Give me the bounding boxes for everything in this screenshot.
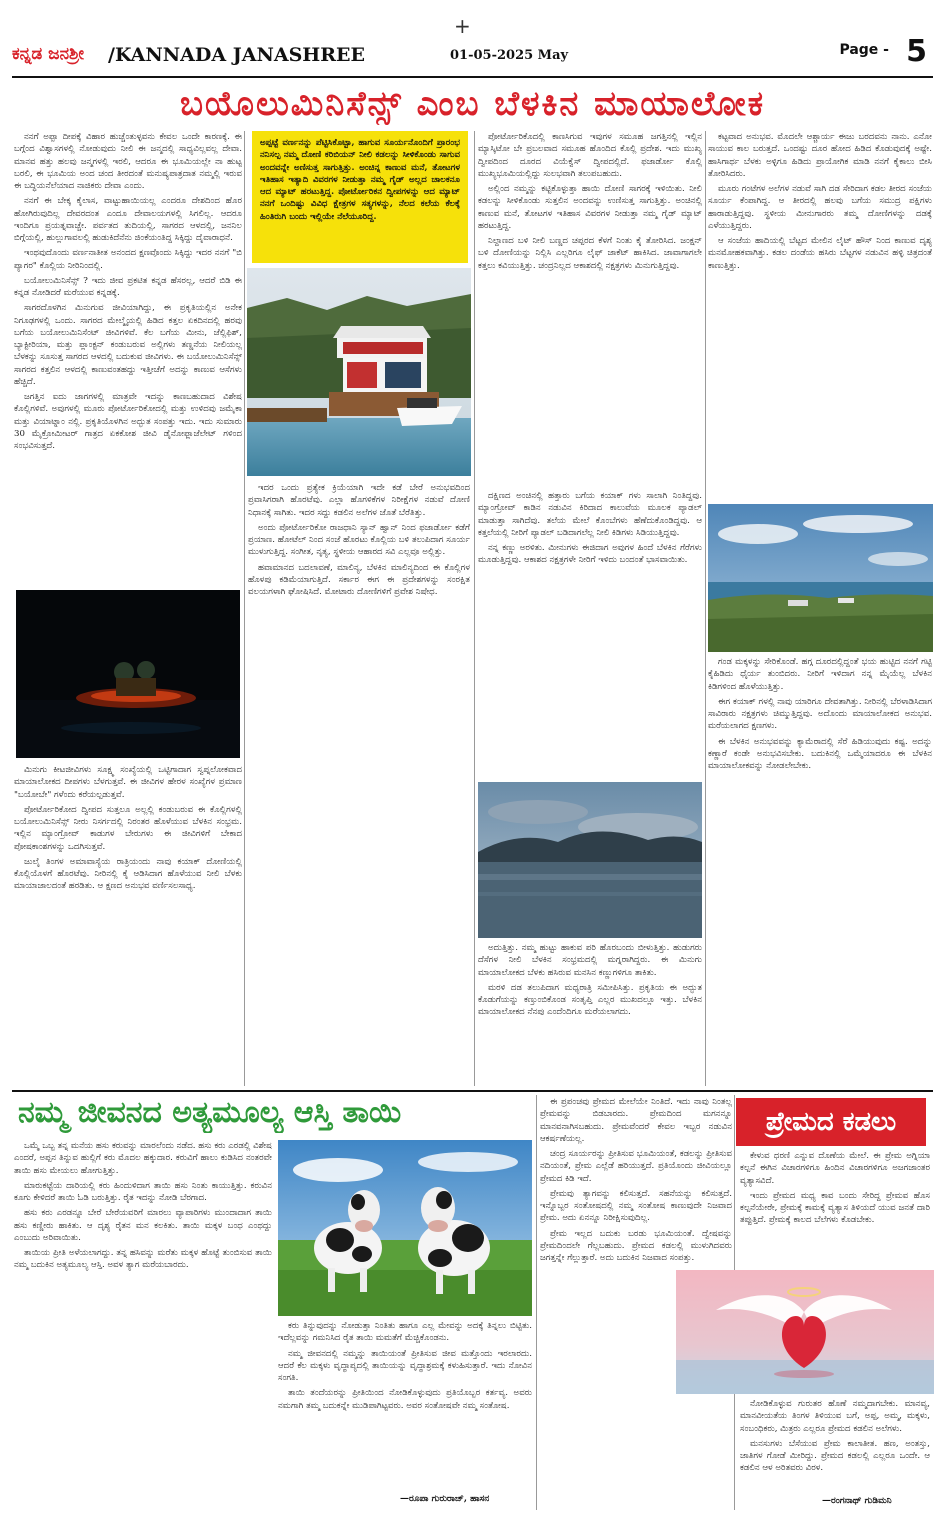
column-rule [536,1095,537,1510]
paragraph: ಅದುತ್ತಿತ್ತು. ನಮ್ಮ ಹುಟ್ಟು ಹಾಕುವ ಪರಿ ಹೊರಬಂದು ಬೀಳುತ್ತಿತ್ತು. ಹುಡುಗರು ದೆಸೆಗಳ ನೀಲಿ ಬೆಳಕಿನ ಸಂಭ್ರಮದಲ್ಲಿ ಮಗ್ನರಾಗಿದ್ದರು. ಈ ಮಿನುಗು ಮಾಯಾಲೋಕದ ಬೆಳಕು ಹಸಿರುವ ಮನಸಿನ ಕಣ್ಣುಗಳಿಗೂ ತಾಕಿತು. [478,943,702,978]
paragraph: ಚಂದ್ರ ಸೂರ್ಯರನ್ನು ಪ್ರೀತಿಸುವ ಭೂಮಿಯಂತೆ, ಕಡಲನ್ನು ಪ್ರೀತಿಸುವ ನದಿಯಂತೆ, ಪ್ರೇಮ ಎಲ್ಲೆಡೆ ಹರಿಯುತ್ತದೆ. ಪ್ರತಿಯೊಂದು ಜೀವಿಯಲ್ಲೂ ಪ್ರೇಮದ ಕಿಡಿ ಇದೆ. [540,1149,732,1184]
paragraph: ಮೂರು ಗಂಟೆಗಳ ಅಲೆಗಳ ನಡುವೆ ಸಾಗಿ ದಡ ಸೇರಿದಾಗ ಕಡಲ ತೀರದ ಸಂಜೆಯ ಸೂರ್ಯ ಕೆಂಪಾಗಿದ್ದ. ಆ ತೀರದಲ್ಲಿ ಹಲವು ಬಗೆಯ ಸಮುದ್ರ ಪಕ್ಷಿಗಳು ಹಾರಾಡುತ್ತಿದ್ದವು. ಸ್ಥಳೀಯ ಮೀನುಗಾರರು ತಮ್ಮ ದೋಣಿಗಳನ್ನು ದಡಕ್ಕೆ ಎಳೆಯುತ್ತಿದ್ದರು. [708,184,932,231]
page-label: Page - [839,42,889,58]
paragraph: ಪ್ರೇಮವು ತ್ಯಾಗವನ್ನು ಕಲಿಸುತ್ತದೆ. ಸಹನೆಯನ್ನು ಕಲಿಸುತ್ತದೆ. ಇನ್ನೊಬ್ಬರ ಸಂತೋಷದಲ್ಲಿ ನಮ್ಮ ಸಂತೋಷ ಕಾಣುವುದೇ ನಿಜವಾದ ಪ್ರೇಮ. ಅದು ಏನನ್ನೂ ನಿರೀಕ್ಷಿಸುವುದಿಲ್ಲ. [540,1188,732,1224]
article-col1-bottom [14,764,242,1086]
paragraph: ಹಸು ಕರು ಎರಡನ್ನೂ ಬೇರೆ ಬೇರೆಯವರಿಗೆ ಮಾರಲು ವ್ಯಾಪಾರಿಗಳು ಮುಂದಾದಾಗ ತಾಯಿ ಹಸು ಕಣ್ಣೀರು ಹಾಕಿತು. ಆ ದೃಶ್ಯ ರೈತನ ಮನ ಕಲಕಿತು. ತಾಯಿ ಮಕ್ಕಳ ಬಂಧ ಎಂಥದ್ದು ಎಂಬುದು ಅರಿವಾಯಿತು. [14,1208,272,1243]
night-kayak-photo [16,590,240,758]
section-rule [12,1090,933,1092]
paragraph: ತಾಯಿ ತಂದೆಯರನ್ನು ಪ್ರೀತಿಯಿಂದ ನೋಡಿಕೊಳ್ಳುವುದು ಪ್ರತಿಯೊಬ್ಬರ ಕರ್ತವ್ಯ. ಅವರು ನಮಗಾಗಿ ತಮ್ಮ ಬದುಕನ್ನೇ ಮುಡಿಪಾಗಿಟ್ಟವರು. ಅವರ ಸಂತೋಷವೇ ನಮ್ಮ ಸಂತೋಷ. [278,1388,532,1411]
paragraph: ದಕ್ಷಿಣದ ಅಂಚಿನಲ್ಲಿ ಹತ್ತಾರು ಬಗೆಯ ಕಯಾಕ್ ಗಳು ಸಾಲಾಗಿ ನಿಂತಿದ್ದವು. ಮ್ಯಾಂಗ್ರೋವ್ ಕಾಡಿನ ನಡುವಿನ ಕಿರಿದಾದ ಕಾಲುವೆಯ ಮೂಲಕ ಪ್ಯಾಡಲ್ ಮಾಡುತ್ತಾ ಸಾಗಿದೆವು. ತಲೆಯ ಮೇಲೆ ಕೊಂಬೆಗಳು ಹೆಣೆದುಕೊಂಡಿದ್ದವು. ಆ ಕತ್ತಲೆಯಲ್ಲಿ ನೀರಿಗೆ ಪ್ಯಾಡಲ್ ಬಡಿದಾಗಲೆಲ್ಲ ನೀಲಿ ಕಿಡಿಗಳು ಸಿಡಿಯುತ್ತಿದ್ದವು. [478,491,702,538]
paragraph: ನನಗೆ ಈ ಬೇಕ್ಕ ಕೈಲಾಸ, ವಾಟ್ಟುಹಾಯಿಯಲ್ಲ ಎಂದರೂ ದೇಶದಿಂದ ಹೊರ ಹೋಗಿರುವುದಿಲ್ಲ ದೇವರದಂತ ಎಂದೂ ದೇವಾಲಯಗಳಲ್ಲಿ ಸಿಗಲಿಲ್ಲ. ಆದರೂ ಇಂದಿಗೂ ಪ್ರಯತ್ನವಾಚ್ಚೇ. ಪರ್ವತದ ತುದಿಯಲ್ಲಿ, ಸಾಗರದ ಆಳದಲ್ಲಿ, ಜನನಿಲ ಬಿಗ್ಗೆಯಲ್ಲಿ, ಹುಲ್ಲುಗಾವಲಲ್ಲಿ ಹುಡುಕಿದೆನೆನು ಜಿಂಕೆಯಂತಿದ್ದ ಸಿಕ್ಕಿದ್ದು ದೈವಾರಾಧನೆ. [14,196,242,243]
paragraph: ಜುಲೈ ತಿಂಗಳ ಅಮಾವಾಸ್ಯೆಯ ರಾತ್ರಿಯಂದು ನಾವು ಕಯಾಕ್ ದೋಣಿಯಲ್ಲಿ ಕೊಲ್ಲಿಯೊಳಗೆ ಹೊರಟೆವು. ನೀರಿನಲ್ಲಿ ಕೈ ಆಡಿಸಿದಾಗ ಹೊಳೆಯುವ ನೀಲಿ ಬೆಳಕು ಮಾಯಾಜಾಲದಂತೆ ಹರಡಿತು. ಆ ಕ್ಷಣದ ಅನುಭವ ವರ್ಣಿಸಲಸಾಧ್ಯ. [14,856,242,892]
winged-heart-photo [676,1270,934,1394]
masthead-rule [12,76,933,78]
paragraph: ಆ ಸಂಜೆಯ ಹಾದಿಯಲ್ಲಿ ಬೆಟ್ಟದ ಮೇಲಿನ ಲೈಟ್ ಹೌಸ್ ನಿಂದ ಕಾಣುವ ದೃಶ್ಯ ಮನಮೋಹಕವಾಗಿತ್ತು. ಕಡಲ ದಂಡೆಯ ಹಸಿರು ಬೆಟ್ಟಗಳ ನಡುವಿನ ಹಳ್ಳಿ ಚಿತ್ರದಂತೆ ಕಾಣುತ್ತಿತ್ತು. [708,236,932,271]
article-col4-mid [708,656,932,1086]
paragraph: ಹವಾಮಾನದ ಬದಲಾವಣೆ, ಮಾಲಿನ್ಯ, ಬೆಳಕಿನ ಮಾಲಿನ್ಯದಿಂದ ಈ ಕೊಲ್ಲಿಗಳ ಹೊಳಪು ಕಡಿಮೆಯಾಗುತ್ತಿದೆ. ಸರ್ಕಾರ ಈಗ ಈ ಪ್ರದೇಶಗಳನ್ನು ಸಂರಕ್ಷಿತ ವಲಯಗಳಾಗಿ ಘೋಷಿಸಿದೆ. ಮೋಟಾರು ದೋಣಿಗಳಿಗೆ ಪ್ರವೇಶ ನಿಷೇಧ. [248,562,470,597]
paragraph: ನನಗೆ ಅಪ್ಪಾ ದೀಪಕ್ಕೆ ವಿಹಾರ ಹುಚ್ಚೆಂತುಳ್ಳವನು ಕೇವಲ ಒಂದೇ ಕಾರಣಕ್ಕೆ. ಈ ಬಗ್ಗೆಂದ ವಿಶ್ವಾಸಗಳಲ್ಲಿ ನೋಡುವುದು ನೀಲಿ ಈ ಜನ್ಮದಲ್ಲಿ ಸಾಧ್ಯವಿಲ್ಲವಲ್ಲ ದೇವಾ. ಮಾನವ ಹತ್ತು ಹಲವು ಜನ್ಮಗಳಲ್ಲಿ ಇರಲಿ, ಆದರೂ ಈ ಭೂಮಿಯಲ್ಲೇ ನಾ ಹುಟ್ಟ ಬರಲಿ, ಈ ಭೂಮಿಯ ಅಂದ ಚಂದ ತೀರದಂತೆ ಮನುಷ್ಯಪಾತ್ರದಾತ ನಮ್ಮಲ್ಲಿ ಇರುವ ಈ ಬದ್ಧಿಯನೆಲೆಯಾದ ನಾಜಿಕರು ದೇವಾ ಎಂದು. [14,132,242,191]
column-rule [244,131,245,1086]
page-number: 5 [906,34,927,69]
boathouse-photo [247,268,471,476]
article4-byline: —ರಂಗನಾಥ್ ಗುಡಿಮನಿ [822,1496,892,1506]
article-col3-mid [478,490,702,780]
article4-col-bottom [740,1398,930,1494]
article4-col-top [740,1150,930,1268]
lake-dusk-photo [478,782,702,938]
paragraph: ಮಾರುಕಟ್ಟೆಯ ದಾರಿಯಲ್ಲಿ ಕರು ಹಿಂದುಳಿದಾಗ ತಾಯಿ ಹಸು ನಿಂತು ಕಾಯುತ್ತಿತ್ತು. ಕರುವಿನ ಕೂಗು ಕೇಳಿದರೆ ತಾಯಿ ಓಡಿ ಬರುತ್ತಿತ್ತು. ರೈತ ಇದನ್ನು ನೋಡಿ ಬೆರಗಾದ. [14,1180,272,1203]
paragraph: ಇಂದು ಪ್ರೇಮದ ಮಧ್ಯ ಕಾವ ಬಂದು ಸೇರಿದ್ದ ಪ್ರೇಮವ ಹೊಸ ಕಲ್ಪನೆಯೇರೇ, ಪ್ರೇಮಕ್ಕೆ ಕಾಮಕ್ಕೆ ವ್ಯತ್ಯಾಸ ತಿಳಿಯದೆ ಯುವ ಜನತೆ ದಾರಿ ತಪ್ಪುತ್ತಿದೆ. ಪ್ರೇಮಕ್ಕೆ ಕಾಲದ ಬೆಲೆಗಳು ಕೊಡಬೇಕು. [740,1190,930,1226]
paragraph: ಕೇಳುವ ಧರಣಿ ಎನ್ನುವ ದೊಣೆಯ ಮೇಲೆ. ಈ ಪ್ರೇಮ ಅಗ್ನಿಯಾ ಕಲ್ಪನೆ ಈಗಿನ ವಿಚಾರಗಳಿಗೂ ಹಿಂದಿನ ವಿಚಾರಗಳಿಗೂ ಅಜಗಜಾಂತರ ವ್ಯತ್ಯಾಸವಿದೆ. [740,1151,930,1186]
paragraph: ಇಂಥವುದೊಂದು ವರ್ಣನಾತೀತ ಅನಂದದ ಕ್ಷಣವೊಂದು ಸಿಕ್ಕಿದ್ದು ಇದರ ನನಗೆ "ಬಿ ಪ್ಯಾಗರ" ಕೊಲ್ಲಿಯ ನೀರಿನಿಂದಲ್ಲಿ. [14,248,242,271]
paragraph: ಇದರ ಒಂದು ಪ್ರತ್ಯೇಕ ಕ್ರಿಯೆಯಾಗಿ ಇದೇ ಕಡೆ ಬೇರೆ ಅನುಭವದಿಂದ ಪ್ರವಾಸಿಗರಾಗಿ ಹೊರಟೆವು. ಎಲ್ಲಾ ಹೊಗಳಿಕೆಗಳ ನಿರೀಕ್ಷೆಗಳ ನಡುವೆ ದೋಣಿ ನಿಧಾನಕ್ಕೆ ಸಾಗಿತು. ಇದರ ಸದ್ದು ಕಡಲಿನ ಅಲೆಗಳ ಜೊತೆ ಬೆರೆತಿತ್ತು. [248,483,470,518]
article4-headline: ಪ್ರೇಮದ ಕಡಲು [736,1098,926,1146]
main-headline: ಬಯೊಲುಮಿನಿಸೆನ್ಸ್ ಎಂಬ ಬೆಳಕಿನ ಮಾಯಾಲೋಕ [179,84,766,124]
article2-col2 [278,1320,532,1490]
crop-mark-icon: + [454,14,471,38]
article2-headline: ನಮ್ಮ ಜೀವನದ ಅತ್ಯಮೂಲ್ಯ ಆಸ್ತಿ ತಾಯಿ [18,1095,402,1130]
paragraph: ಜಗತ್ತಿನ ಐದು ಜಾಗಗಳಲ್ಲಿ ಮಾತ್ರವೇ ಇದನ್ನು ಕಾಣಬಹುದಾದ ವಿಶೇಷ ಕೊಲ್ಲಿಗಳಿವೆ. ಅವುಗಳಲ್ಲಿ ಮೂರು ಪೋರ್ಟೋರಿಕೋದಲ್ಲಿ ಮತ್ತು ಉಳಿದವು ಜಮೈಕಾ ಮತ್ತು ವಿಯಾಟ್ನಾಂ ನಲ್ಲಿ. ಪ್ರಕೃತಿಯೊಳಗಿನ ಅದ್ಭುತ ಸಂಪತ್ತು ಇದು. ಇದು ಸುಮಾರು 30 ಮೈಕ್ರೋಮೀಟರ್ ಗಾತ್ರದ ಏಕಕೋಶ ಜೀವಿ ಡೈನೋಫ್ಲಾಜೆಲೇಟ್ ಗಳಿಂದ ಸಂಭವಿಸುತ್ತದೆ. [14,392,242,451]
paragraph: ನಮ್ಮ ಜೀವನದಲ್ಲಿ ನಮ್ಮನ್ನು ತಾಯಿಯಂತೆ ಪ್ರೀತಿಸುವ ಜೀವ ಮತ್ತೊಂದು ಇರಲಾರದು. ಆದರೆ ಕೆಲ ಮಕ್ಕಳು ವೃದ್ಧಾಪ್ಯದಲ್ಲಿ ತಾಯಿಯನ್ನು ವೃದ್ಧಾಶ್ರಮಕ್ಕೆ ಕಳುಹಿಸುತ್ತಾರೆ. ಇದು ನೋವಿನ ಸಂಗತಿ. [278,1348,532,1383]
cows-photo [278,1140,532,1316]
paragraph: ಕರು ತಿನ್ನುವುದನ್ನು ನೋಡುತ್ತಾ ನಿಂತಿತು ಹಾಗೂ ಎಲ್ಲ ಮೇವನ್ನು ಅದಕ್ಕೆ ತಿನ್ನಲು ಬಿಟ್ಟಿತು. ಇದೆಲ್ಲವನ್ನು ಗಮನಿಸಿದ ರೈತ ತಾಯಿ ಮಮತೆಗೆ ಮೆಚ್ಚಿಕೊಂಡನು. [278,1321,532,1344]
paragraph: ಈ ಬೆಳಕಿನ ಅನುಭವವನ್ನು ಕ್ಯಾಮೆರಾದಲ್ಲಿ ಸೆರೆ ಹಿಡಿಯುವುದು ಕಷ್ಟ. ಅದನ್ನು ಕಣ್ಣಾರೆ ಕಂಡೇ ಅನುಭವಿಸಬೇಕು. ಬದುಕಿನಲ್ಲಿ ಒಮ್ಮೆಯಾದರೂ ಈ ಬೆಳಕಿನ ಮಾಯಾಲೋಕವನ್ನು ನೋಡಲೇಬೇಕು. [708,736,932,771]
column-rule [705,131,706,1086]
article-col4-top [708,131,932,501]
paragraph: ಅಂದು ಪೋರ್ಟೋರಿಕೋ ರಾಜಧಾನಿ ಸ್ಯಾನ್ ಹ್ವಾನ್ ನಿಂದ ಫಜಾರ್ಡೋ ಕಡೆಗೆ ಪ್ರಯಾಣ. ಹೋಟೆಲ್ ನಿಂದ ಸಂಜೆ ಹೊರಟು ಕೊಲ್ಲಿಯ ಬಳಿ ತಲುಪಿದಾಗ ಸೂರ್ಯ ಮುಳುಗುತ್ತಿದ್ದ. ಸಂಗೀತ, ನೃತ್ಯ, ಸ್ಥಳೀಯ ಆಹಾರದ ಸವಿ ಎಲ್ಲವೂ ಅಲ್ಲಿತ್ತು. [248,522,470,558]
brand-english: /KANNADA JANASHREE [108,44,366,66]
paragraph: ಗಂಡ ಮಕ್ಕಳನ್ನು ಸೇರಿಕೊಂಡೆ. ಹಗ್ಗ ದೂರದಲ್ಲಿದ್ದಂತೆ ಭಯ ಹುಟ್ಟಿದ ನನಗೆ ಗಟ್ಟಿ ಕೈಹಿಡಿದು ಧೈರ್ಯ ತುಂಬಿದರು. ನೀರಿಗೆ ಇಳಿದಾಗ ನನ್ನ ಮೈಯೆಲ್ಲ ಬೆಳಕಿನ ಕಿಡಿಗಳಿಂದ ಹೊಳೆಯುತ್ತಿತ್ತು. [708,657,932,692]
paragraph: ನನ್ನ ಕಣ್ಣು ಅರಳಿತು. ಮೀನುಗಳು ಈಜಿದಾಗ ಅವುಗಳ ಹಿಂದೆ ಬೆಳಕಿನ ಗೆರೆಗಳು ಮೂಡುತ್ತಿದ್ದವು. ಆಕಾಶದ ನಕ್ಷತ್ರಗಳೇ ನೀರಿಗೆ ಇಳಿದು ಬಂದಂತೆ ಭಾಸವಾಯಿತು. [478,543,702,566]
article-col1-top [14,131,242,585]
article2-byline: —ರೂಪಾ ಗುರುರಾಜ್, ಹಾಸನ [400,1494,490,1504]
article-col3-bottom [478,942,702,1086]
paragraph: ಈಗ ಕಯಾಕ್ ಗಳಲ್ಲಿ ನಾವು ಯಾರಿಗೂ ದೇವತಾಗಿತ್ತು. ನೀರಿನಲ್ಲಿ ಬೆರಳಾಡಿಸಿದಾಗ ಸಾವಿರಾರು ನಕ್ಷತ್ರಗಳು ಚಿಮ್ಮುತ್ತಿದ್ದವು. ಅದೊಂದು ಮಾಯಾಲೋಕದ ಅನುಭವ. ಮರೆಯಲಾಗದ ಕ್ಷಣಗಳು. [708,696,932,732]
highlight-box: ಅಪ್ಪಟ್ಟೆ ವರ್ಣನನ್ನು ಪೆಟ್ಟಿಸಿಕೊಟ್ಟಾ, ಹಾಗುವ ಸೂರ್ಯನೊಂದಿಗೆ ಪ್ರಾರಂಭ ನನಿಸಲ್ಪ ನಮ್ಮ ದೋಣಿ ಕರಿಬಿಯನ್ ನೀಲಿ ಕಡಲನ್ನು ಸೀಳಿಕೊಂಡು ಸಾಗುವ ಅಂದವನ್ನೇ ಅಣಿಸುತ್ತ ಸಾಗುತ್ತಿತ್ತು. ಅಂಚಿನ್ನ ಕಾಣುವ ಮನೆ, ತೋಟಗಳ ಇತಿಹಾಸ ಇತ್ಯಾದಿ ವಿವರಗಳ ನೀಡುತ್ತಾ ನಮ್ಮ ಗೈಡ್ ಅಲ್ಲದ ಚಾಲಕನೂ ಆದ ಮ್ಯಾಟ್ ಹರಟುತ್ತಿದ್ದ. ಪೋರ್ಟೋರಿಕನ ದ್ವೀಪಗಳನ್ನು ಆದ ಮ್ಯಾಟ್ ನನಗೆ ಒಂದಿಷ್ಟು ವಿವಿಧ ಕ್ಷೇತ್ರಗಳ ಸತ್ಯಗಳನ್ನು, ನೆಲದ ಕಲೆಯ ಕೆಲಕ್ಕೆ ಹಿಂತಿರುಗಿ ಬಂದು ಇಲ್ಲಿಯೇ ನೆಲೆಯೂರಿದ್ದ. [252,131,468,263]
paragraph: ಪ್ರೇಮ ಇಲ್ಲದ ಬದುಕು ಬರಡು ಭೂಮಿಯಂತೆ. ದ್ವೇಷವನ್ನು ಪ್ರೇಮದಿಂದಲೇ ಗೆಲ್ಲಬಹುದು. ಪ್ರೇಮದ ಕಡಲಲ್ಲಿ ಮುಳುಗಿದವರು ಜಗತ್ತನ್ನೇ ಗೆಲ್ಲುತ್ತಾರೆ. ಅದು ಬದುಕಿನ ನಿಜವಾದ ಸಂಪತ್ತು. [540,1228,732,1263]
article-col3-top [478,131,702,431]
paragraph: ಮಿನುಗು ಕೀಟಜೀವಿಗಳು ಸೂಕ್ಷ್ಮ ಸಂಖ್ಯೆಯಲ್ಲಿ ಒಟ್ಟಿಗಾದಾಗ ಸ್ವಪ್ನಲೋಕವಾದ ಮಾಯಾಲೋಕದ ದೀಪಗಳು ಬೆಳಗುತ್ತವೆ. ಈ ಜೀವಿಗಳ ಹೇರಳ ಸಂಖ್ಯೆಗಳ ಪ್ರಮಾಣ "ಬಯೋಬೇ" ಗಳೆಂದು ಕರೆಯಲ್ಪಡುತ್ತವೆ. [14,765,242,800]
paragraph: ಈ ಪ್ರಪಂಚವು ಪ್ರೇಮದ ಮೇಲೆಯೇ ನಿಂತಿದೆ. ಇದು ನಾವು ನಿಂತಲ್ಲ ಪ್ರೇಮವನ್ನು ಬಿಡಬಾರದು. ಪ್ರೇಮದಿಂದ ಮಗನನ್ನೂ ಮಾನವನಾಗಿಸಬಹುದು. ಪ್ರೇಮವೆಂದರೆ ಕೇವಲ ಇಬ್ಬರ ನಡುವಿನ ಆಕರ್ಷಣೆಯಲ್ಲ. [540,1097,732,1144]
coastline-photo [708,504,933,652]
paragraph: ಒಮ್ಮೆ ಒಬ್ಬ ತನ್ನ ಮನೆಯ ಹಸು ಕರುವನ್ನು ಮಾರಲೆಂದು ನಡೆದ. ಹಸು ಕರು ಎರಡಲ್ಲಿ ವಿಶೇಷ ಎಂದರೆ, ಅಪ್ಪನ ತಿನ್ನುವ ಹುಲ್ಲಿಗೆ ಕರು ಮೊದಲ ಹಕ್ಕುದಾರ. ಕರುವಿಗೆ ಹಾಲು ಕುಡಿಸಿದ ನಂತರವೇ ತಾಯಿ ಹಸು ಮೇಯಲು ಹೋಗುತ್ತಿತ್ತು. [14,1141,272,1176]
paragraph: ಅಲ್ಲಿಂದ ನಮ್ಮನ್ನು ಕಟ್ಟಿಕೊಳ್ಳುತ್ತಾ ಹಾಯಿ ದೋಣಿ ಸಾಗರಕ್ಕೆ ಇಳಿಯಿತು. ನೀಲಿ ಕಡಲನ್ನು ಸೀಳಿಕೊಂಡು ಸುತ್ತಲಿನ ಅಂದವನ್ನು ಉಣಿಸುತ್ತ ಸಾಗುತ್ತಿತ್ತು. ಅಂಚಿನಲ್ಲಿ ಕಾಣುವ ಮನೆ, ತೋಟಗಳ ಇತಿಹಾಸ ವಿವರಗಳ ನೀಡುತ್ತಾ ನಮ್ಮ ಗೈಡ್ ಮ್ಯಾಟ್ ಹರಟುತ್ತಿದ್ದ. [478,184,702,231]
brand-kannada: ಕನ್ನಡ ಜನಶ್ರೀ [12,44,84,64]
paragraph: ನಿಲ್ದಾಣದ ಬಳಿ ನೀಲಿ ಬಣ್ಣದ ಚಪ್ಪರದ ಕೆಳಗೆ ನಿಂತು ಕೈ ತೋರಿಸಿದ. ಜಂಕ್ಷನ್ ಬಳಿ ದೋಣಿಯನ್ನು ನಿಲ್ಲಿಸಿ ಎಲ್ಲರಿಗೂ ಲೈಫ್ ಜಾಕೆಟ್ ಹಾಕಿಸಿದ. ಜಾವಾಗಾಗಲೇ ಕತ್ತಲು ಕವಿಯುತ್ತಿತ್ತು. ಚಂದ್ರನಿಲ್ಲದ ಆಕಾಶದಲ್ಲಿ ನಕ್ಷತ್ರಗಳು ಮಿನುಗುತ್ತಿದ್ದವು. [478,236,702,271]
paragraph: ಮನಸುಗಳು ಬೆಸೆಯುವ ಪ್ರೇಮ ಕಾಲಾತೀತ. ಹಣ, ಅಂತಸ್ತು, ಜಾತಿಗಳ ಗೋಡೆ ಮೀರಿದ್ದು. ಪ್ರೇಮದ ಕಡಲಲ್ಲಿ ಎಲ್ಲರೂ ಒಂದೇ. ಆ ಕಡಲಿನ ಆಳ ಅರಿತವರು ವಿರಳ. [740,1438,930,1474]
column-rule [474,131,475,1086]
issue-date: 01-05-2025 May [450,48,569,63]
paragraph: ಸಾಗರದೊಳಗಿನ ಮಿನುಗುವ ಜೀವಿಯಾಗಿದ್ದು, ಈ ಪ್ರಕೃತಿಯಲ್ಲಿನ ಅನೇಕ ನಿಗೂಢಗಳಲ್ಲಿ ಒಂದು. ಸಾಗರದ ಮೇಲ್ಮೈಯಲ್ಲಿ ಹಿಡಿದ ಕತ್ತಲ ಏಕದಿನದಲ್ಲಿ ಹರವು ಬಗೆಯ ಬಯೋಲುಮಿನಿಸೆಂಟ್ ಜೀವಿಗಳಿವೆ. ಕೆಲ ಬಗೆಯ ಮೀನು, ಜೆಲ್ಲಿಫಿಶ್, ಬ್ಯಾಕ್ಟೀರಿಯಾ, ಮತ್ತು ಪ್ಲಾಂಕ್ಟನ್ ಕಂಡುಬರುವ ಅಲ್ಲಿಗಳು ತಣ್ಣನೆಯ ನೀಲಿಯಲ್ಲ ಬೆಳಕನ್ನು ಸೂಸುತ್ತ ಸಾಗರದ ಆಳದಲ್ಲಿ ಬದುಕುವ ಜೀವಿಗಳು. ಈ ಬಯೋಲುಮಿನಿಸೆನ್ಸ್ ಸಾಗರದ ಕತ್ತಲಿನ ಆಳದಲ್ಲಿ ಕಾಣುವಂತಹದ್ದು ಇತ್ತೀಚೆಗೆ ಅದನ್ನು ಕಾಣುವ ಆಸೆಗಳು ಹೆಚ್ಚಿದೆ. [14,303,242,387]
paragraph: ಕಟ್ಟವಾದ ಅನುಭವ. ಮೊದಲೇ ಆಶ್ಚಾರ್ಯ ಈಜು ಬರದವನು ನಾನು. ಎನೋ ಸಾಯುವ ಕಾಲ ಬರುತ್ತದೆ. ಒಂದಷ್ಟು ದೂರ ಹೋದ ಹಿಡಿದ ಕೊಡುವುದಕ್ಕೆ ಅಷ್ಟೇ. ಹಾಸಿಗಾರ್ಥ ಬೆಳಕು ಅಳ್ಳಿಗೂ ಹಿಡಿದು ಪ್ರಾಯೋಗಿಕ ಮಾಡಿ ನನಗೆ ಕೈಕಾಲು ಬೀಸಿ ತೋರಿಸಿದರು. [708,132,932,179]
article-col2-mid [248,482,470,1086]
paragraph: ಪೋರ್ಟೋರಿಕೋದ ದ್ವೀಪದ ಸುತ್ತಲೂ ಅಲ್ಲಲ್ಲಿ ಕಂಡುಬರುವ ಈ ಕೊಲ್ಲಿಗಳಲ್ಲಿ ಬಯೋಲುಮಿನಿಸೆನ್ಸ್ ನೀರು ನಿಸರ್ಗದಲ್ಲಿ ನಿರಂತರ ಹೊಳೆಯುವ ಬೆಳಕಿನ ಸಂಭ್ರಮ. ಇಲ್ಲಿನ ಮ್ಯಾಂಗ್ರೋವ್ ಕಾಡುಗಳ ಬೇರುಗಳು ಈ ಜೀವಿಗಳಿಗೆ ಬೇಕಾದ ಪೋಷಕಾಂಶಗಳನ್ನು ಒದಗಿಸುತ್ತವೆ. [14,804,242,852]
paragraph: ಪೋರ್ಟೋರಿಕೊದಲ್ಲಿ ಕಾಣಸಿಗುವ ಇವುಗಳ ಸಮೂಹ ಜಗತ್ತಿನಲ್ಲಿ ಇಲ್ಲಿನ ಮ್ಯಾಸ್ಕಿಟೋ ಬೇ ಪ್ರಬಲವಾದ ಸಮೂಹ ಹೊಂದಿದ ಕೊಲ್ಲಿ ಪ್ರದೇಶ. ಇದು ಮುಖ್ಯ ದ್ವೀಪದಿಂದ ದೂರದ ವಿಯೆಕ್ವೆಸ್ ದ್ವೀಪದಲ್ಲಿದೆ. ಫಜಾರ್ಡೋ ಕೊಲ್ಲಿ ಮುಖ್ಯಭೂಮಿಯಲ್ಲಿದ್ದು ಸುಲಭವಾಗಿ ತಲುಪಬಹುದು. [478,132,702,179]
paragraph: ನೋಡಿಕೊಳ್ಳುವ ಗುರುತರ ಹೊಣೆ ನಮ್ಮದಾಗಬೇಕು. ಮಾನವ್ಯ, ಮಾನವೀಯತೆಯ ತಿಂಗಳ ತಿಳಿಯುವ ಬಗೆ, ಅಪ್ಪ, ಅಮ್ಮ, ಮಕ್ಕಳು, ಸಂಬಂಧಿಕರು, ಮಿತ್ರರು ಎಲ್ಲರೂ ಪ್ರೇಮದ ಕಡಲಿನ ಅಲೆಗಳು. [740,1399,930,1434]
paragraph: ಮರಳಿ ದಡ ತಲುಪಿದಾಗ ಮಧ್ಯರಾತ್ರಿ ಸಮೀಪಿಸಿತ್ತು. ಪ್ರಕೃತಿಯ ಈ ಅದ್ಭುತ ಕೊಡುಗೆಯನ್ನು ಕಣ್ತುಂಬಿಕೊಂಡ ಸಂತೃಪ್ತಿ ಎಲ್ಲರ ಮುಖದಲ್ಲೂ ಇತ್ತು. ಬೆಳಕಿನ ಮಾಯಾಲೋಕದ ನೆನಪು ಎಂದೆಂದಿಗೂ ಮರೆಯಲಾಗದು. [478,982,702,1018]
article2-col1 [14,1140,272,1510]
paragraph: ತಾಯಿಯ ಪ್ರೀತಿ ಅಳೆಯಲಾಗದ್ದು. ತನ್ನ ಹಸಿವನ್ನು ಮರೆತು ಮಕ್ಕಳ ಹೊಟ್ಟೆ ತುಂಬಿಸುವ ತಾಯಿ ನಮ್ಮ ಬದುಕಿನ ಅತ್ಯಮೂಲ್ಯ ಆಸ್ತಿ. ಅವಳ ತ್ಯಾಗ ಮರೆಯಬಾರದು. [14,1248,272,1271]
paragraph: ಬಯೋಲುಮಿನಿಸೆನ್ಸ್ ? ಇದು ಜೀವ ಪ್ರಕಟಿತ ಕನ್ನಡ ಹೆಸರಲ್ಲ, ಆದರೆ ಬಿಡಿ ಈ ಕನ್ನಡ ನೋಡಿದರೆ ಮರೆಯುವ ಕನ್ನಡಕ್ಕೆ. [14,275,242,298]
